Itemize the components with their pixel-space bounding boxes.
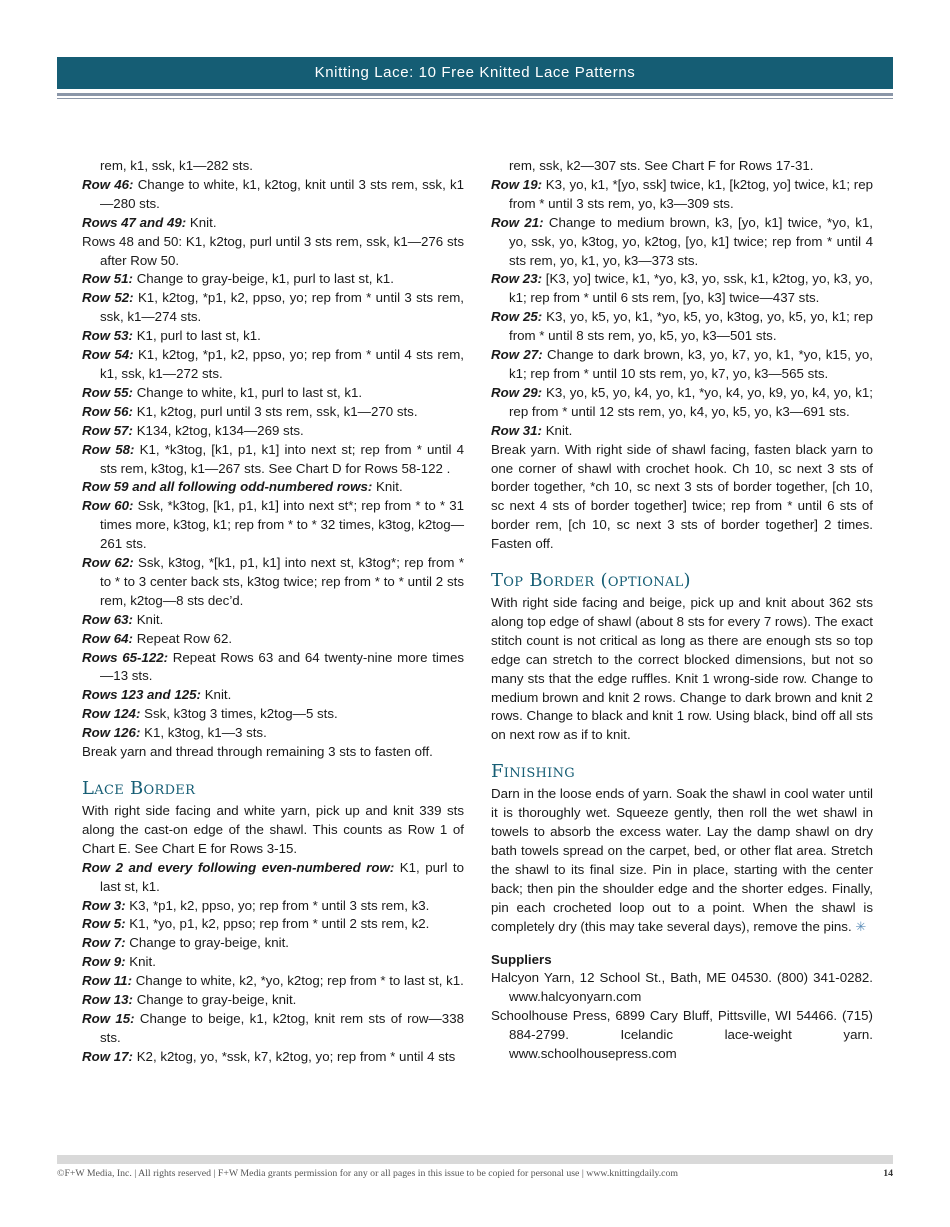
row-label: Row 64:	[82, 630, 133, 646]
row-text: Change to gray-beige, knit.	[129, 935, 289, 951]
row-label: Row 5:	[82, 916, 126, 932]
row-text: [K3, yo] twice, k1, *yo, k3, yo, ssk, k1, k2tog, yo, k3, yo, k1; rep from * until 6 sts rem, [yo, k3] twice—437 sts.	[509, 271, 873, 306]
row-label: Row 21:	[491, 214, 544, 230]
instruction-line	[82, 1010, 464, 1048]
supplier-item: Halcyon Yarn, 12 School St., Bath, ME 04530. (800) 341-0282. www.halcyonyarn.com	[491, 970, 873, 1005]
lace-border-heading: Lace Border	[82, 778, 196, 799]
row-label: Row 23:	[491, 271, 543, 287]
finishing-heading: Finishing	[491, 761, 575, 783]
row-text: K1, k2tog, *p1, k2, ppso, yo; rep from * until 3 sts rem, ssk, k1—274 sts.	[100, 290, 464, 325]
row-text: Change to beige, k1, k2tog, knit rem sts of row—338 sts.	[100, 1010, 464, 1045]
row-text: Knit.	[376, 479, 403, 495]
row-text: K3, *p1, k2, ppso, yo; rep from * until 3 sts rem, k3.	[129, 897, 430, 913]
row-text: K1, k2tog, *p1, k2, ppso, yo; rep from * until 4 sts rem, k1, ssk, k1—272 sts.	[100, 347, 464, 381]
header-rule-thin	[57, 98, 893, 99]
row-label: Row 27:	[491, 347, 543, 363]
instruction-line	[82, 743, 464, 762]
instruction-line	[82, 934, 464, 953]
instruction-line	[82, 953, 464, 972]
page-number: 14	[883, 1168, 893, 1179]
row-label: Row 59 and all following odd-numbered rows:	[82, 479, 373, 495]
left-column	[82, 157, 464, 1067]
instruction-line	[82, 611, 464, 630]
instruction-line	[82, 346, 464, 384]
row-label: Row 31:	[491, 422, 542, 438]
row-label: Row 62:	[82, 555, 134, 571]
row-label: Row 7:	[82, 935, 126, 951]
instruction-line	[82, 630, 464, 649]
row-label: Row 13:	[82, 992, 133, 1008]
snowflake-end-icon: ✳	[855, 918, 867, 934]
instruction-line	[82, 859, 464, 897]
instruction-line	[491, 384, 873, 422]
footer-credit: ©F+W Media, Inc. | All rights reserved | F+W Media grants permission for any or all pages in this issue to be copied for personal use | www.knittingdaily.com	[57, 1168, 679, 1179]
page-header	[57, 57, 893, 89]
row-text: rem, ssk, k2—307 sts. See Chart F for Rows 17-31.	[509, 158, 814, 173]
instruction-line	[82, 327, 464, 346]
instruction-line	[82, 214, 464, 233]
row-label: Row 9:	[82, 954, 126, 970]
row-text: Knit.	[189, 214, 217, 230]
row-text: K1, purl to last st, k1.	[136, 328, 261, 344]
row-label: Row 46:	[82, 176, 134, 192]
instruction-line	[82, 915, 464, 934]
row-label: Row 2 and every following even-numbered row:	[82, 859, 395, 875]
finishing-text	[491, 785, 873, 936]
instruction-line	[491, 422, 873, 441]
row-text: Ssk, k3tog, *[k1, p1, k1] into next st, k3tog*; rep from * to * to 3 center back sts, k3tog twice; rep from * to * until 2 sts rem, k2tog—8 sts dec’d.	[100, 555, 464, 608]
row-label: Row 63:	[82, 611, 133, 627]
instruction-line	[82, 384, 464, 403]
right-column	[491, 157, 873, 1064]
row-text: Knit.	[136, 611, 164, 627]
instruction-line	[491, 176, 873, 214]
instruction-line	[491, 346, 873, 384]
row-label: Row 57:	[82, 422, 133, 438]
top-border-heading: Top Border (optional)	[491, 570, 691, 592]
instruction-line	[82, 497, 464, 554]
row-text: K3, yo, k5, yo, k4, yo, k1, *yo, k4, yo, k9, yo, k4, yo, k1; rep from * until 12 sts rem, yo, k4, yo, k5, yo, k3—691 sts.	[509, 384, 873, 419]
header-title: Knitting Lace: 10 Free Knitted Lace Patterns	[314, 64, 636, 81]
row-label: Row 58:	[82, 441, 135, 457]
row-label: Row 17:	[82, 1048, 133, 1064]
row-label: Rows 123 and 125:	[82, 687, 201, 703]
row-label: Row 126:	[82, 725, 141, 741]
row-label: Row 53:	[82, 328, 133, 344]
supplier-item: Schoolhouse Press, 6899 Cary Bluff, Pittsville, WI 54466. (715) 884-2799. Icelandic lace-weight yarn. www.schoolhousepress.com	[491, 1008, 873, 1062]
row-text: K1, k2tog, purl until 3 sts rem, ssk, k1—270 sts.	[136, 403, 418, 419]
instruction-line	[82, 441, 464, 479]
row-text: Repeat Rows 63 and 64 twenty-nine more times—13 sts.	[100, 649, 464, 684]
header-rule	[57, 93, 893, 96]
instruction-line	[82, 403, 464, 422]
instruction-line	[82, 289, 464, 327]
instruction-line	[82, 270, 464, 289]
lace-border-intro: With right side facing and white yarn, pick up and knit 339 sts along the cast-on edge of the shawl. This counts as Row 1 of Chart E. See Chart E for Rows 3-15.	[82, 803, 464, 856]
row-label: Row 3:	[82, 897, 126, 913]
row-text: Change to medium brown, k3, [yo, k1] twice, *yo, k1, yo, ssk, yo, k3tog, yo, k2tog, [yo, k1] twice; rep from * until 4 sts rem, yo, k1, yo, k3—373 sts.	[509, 214, 874, 268]
row-text: rem, k1, ssk, k1—282 sts.	[100, 158, 253, 173]
page-footer	[57, 1168, 893, 1179]
row-label: Row 19:	[491, 176, 543, 192]
row-label: Row 124:	[82, 706, 141, 722]
finishing-body: Darn in the loose ends of yarn. Soak the shawl in cool water until it is thoroughly wet. Squeeze gently, then roll the wet shawl in towels to absorb the excess water. Lay the damp shawl on dry bath towels spread on the carpet, bed, or other flat area. Stretch the shawl to its final size. Pin in place, starting with the center back; then pin the shoulder edge and the shorter edges. Finally, pin each crocheted loop out to a point. When the shawl is completely dry (this may take several days), remove the pins.	[491, 786, 873, 934]
row-text: K3, yo, k5, yo, k1, *yo, k5, yo, k3tog, yo, k5, yo, k1; rep from * until 8 sts rem, yo, k5, yo, k3—501 sts.	[509, 309, 874, 344]
row-text: Knit.	[129, 954, 156, 970]
row-label: Rows 65-122:	[82, 649, 169, 665]
instruction-line	[491, 157, 873, 176]
instruction-line	[82, 991, 464, 1010]
instruction-line	[82, 1048, 464, 1067]
instruction-line	[491, 441, 873, 554]
instruction-line	[491, 308, 873, 346]
row-label: Row 52:	[82, 290, 134, 306]
instruction-line	[491, 270, 873, 308]
lace-border-instructions	[82, 859, 464, 1067]
instruction-line	[82, 972, 464, 991]
row-label: Row 60:	[82, 498, 134, 514]
left-instructions	[82, 157, 464, 762]
row-text: Change to gray-beige, k1, purl to last st, k1.	[136, 271, 394, 287]
row-text: Change to dark brown, k3, yo, k7, yo, k1, *yo, k15, yo, k1; rep from * until 10 sts rem, yo, k7, yo, k3—565 sts.	[509, 347, 873, 381]
row-label: Row 56:	[82, 403, 133, 419]
row-label: Row 54:	[82, 347, 134, 363]
footer-rule	[57, 1155, 893, 1164]
suppliers-list	[491, 969, 873, 1064]
row-label: Row 11:	[82, 973, 132, 989]
instruction-line	[82, 649, 464, 687]
row-text: K1, k3tog, k1—3 sts.	[144, 725, 267, 741]
instruction-line	[82, 422, 464, 441]
row-label: Row 15:	[82, 1010, 135, 1026]
row-text: K3, yo, k1, *[yo, ssk] twice, k1, [k2tog, yo] twice, k1; rep from * until 3 sts rem, yo, k3—309 sts.	[509, 176, 873, 211]
row-text: K134, k2tog, k134—269 sts.	[136, 422, 304, 438]
instruction-line	[82, 554, 464, 611]
row-text: Change to white, k1, k2tog, knit until 3 sts rem, ssk, k1—280 sts.	[100, 176, 465, 211]
row-text: Ssk, k3tog 3 times, k2tog—5 sts.	[144, 706, 338, 722]
instruction-line	[82, 705, 464, 724]
instruction-line	[82, 233, 464, 271]
right-instructions	[491, 157, 873, 554]
instruction-line	[82, 176, 464, 214]
row-text: Break yarn and thread through remaining 3 sts to fasten off.	[82, 744, 433, 760]
row-text: Change to white, k2, *yo, k2tog; rep from * to last st, k1.	[135, 973, 464, 989]
row-text: Change to gray-beige, knit.	[136, 992, 297, 1008]
row-text: Rows 48 and 50: K1, k2tog, purl until 3 sts rem, ssk, k1—276 sts after Row 50.	[82, 233, 464, 268]
row-text: K2, k2tog, yo, *ssk, k7, k2tog, yo; rep from * until 4 sts	[136, 1048, 456, 1064]
suppliers-heading: Suppliers	[491, 951, 552, 967]
instruction-line	[82, 157, 464, 176]
instruction-line	[491, 214, 873, 271]
row-text: Ssk, *k3tog, [k1, p1, k1] into next st*; rep from * to * 31 times more, k3tog, k1; rep from * to * 32 times, k3tog, k2tog—261 sts.	[100, 498, 464, 552]
row-text: Break yarn. With right side of shawl facing, fasten black yarn to one corner of shawl with crochet hook. Ch 10, sc next 3 sts of border together, *ch 10, sc next 3 sts of border together, [ch 10, sc next 4 sts of border together] twice; rep from * until 6 sts of border rem, [ch 10, sc next 3 sts of border together] 2 times. Fasten off.	[491, 441, 873, 552]
top-border-text: With right side facing and beige, pick up and knit about 362 sts along top edge of shawl (about 8 sts for every 7 rows). The exact stitch count is not critical as long as there are enough sts so top edge can stretch to the correct blocked dimensions, but not so many sts that the edge ruffles. Knit 1 wrong-side row. Change to medium brown and knit 2 rows. Change to dark brown and knit 2 rows. Change to black and knit 1 row. Using black, bind off all sts on next row as if to knit.	[491, 595, 873, 743]
instruction-line	[82, 724, 464, 743]
instruction-line	[82, 897, 464, 916]
row-label: Row 25:	[491, 309, 543, 325]
row-label: Row 55:	[82, 384, 133, 400]
row-text: Knit.	[545, 422, 573, 438]
row-text: K1, purl to last st, k1.	[100, 859, 464, 894]
row-text: K1, *k3tog, [k1, p1, k1] into next st; rep from * until 4 sts rem, k3tog, k1—267 sts. See Chart D for Rows 58-122 .	[100, 441, 464, 476]
row-text: Change to white, k1, purl to last st, k1.	[136, 384, 363, 400]
row-text: Repeat Row 62.	[136, 630, 233, 646]
row-label: Rows 47 and 49:	[82, 214, 187, 230]
row-text: K1, *yo, p1, k2, ppso; rep from * until 2 sts rem, k2.	[129, 916, 430, 932]
instruction-line	[82, 686, 464, 705]
instruction-line	[82, 478, 464, 497]
row-text: Knit.	[204, 687, 232, 703]
row-label: Row 51:	[82, 271, 133, 287]
row-label: Row 29:	[491, 384, 543, 400]
